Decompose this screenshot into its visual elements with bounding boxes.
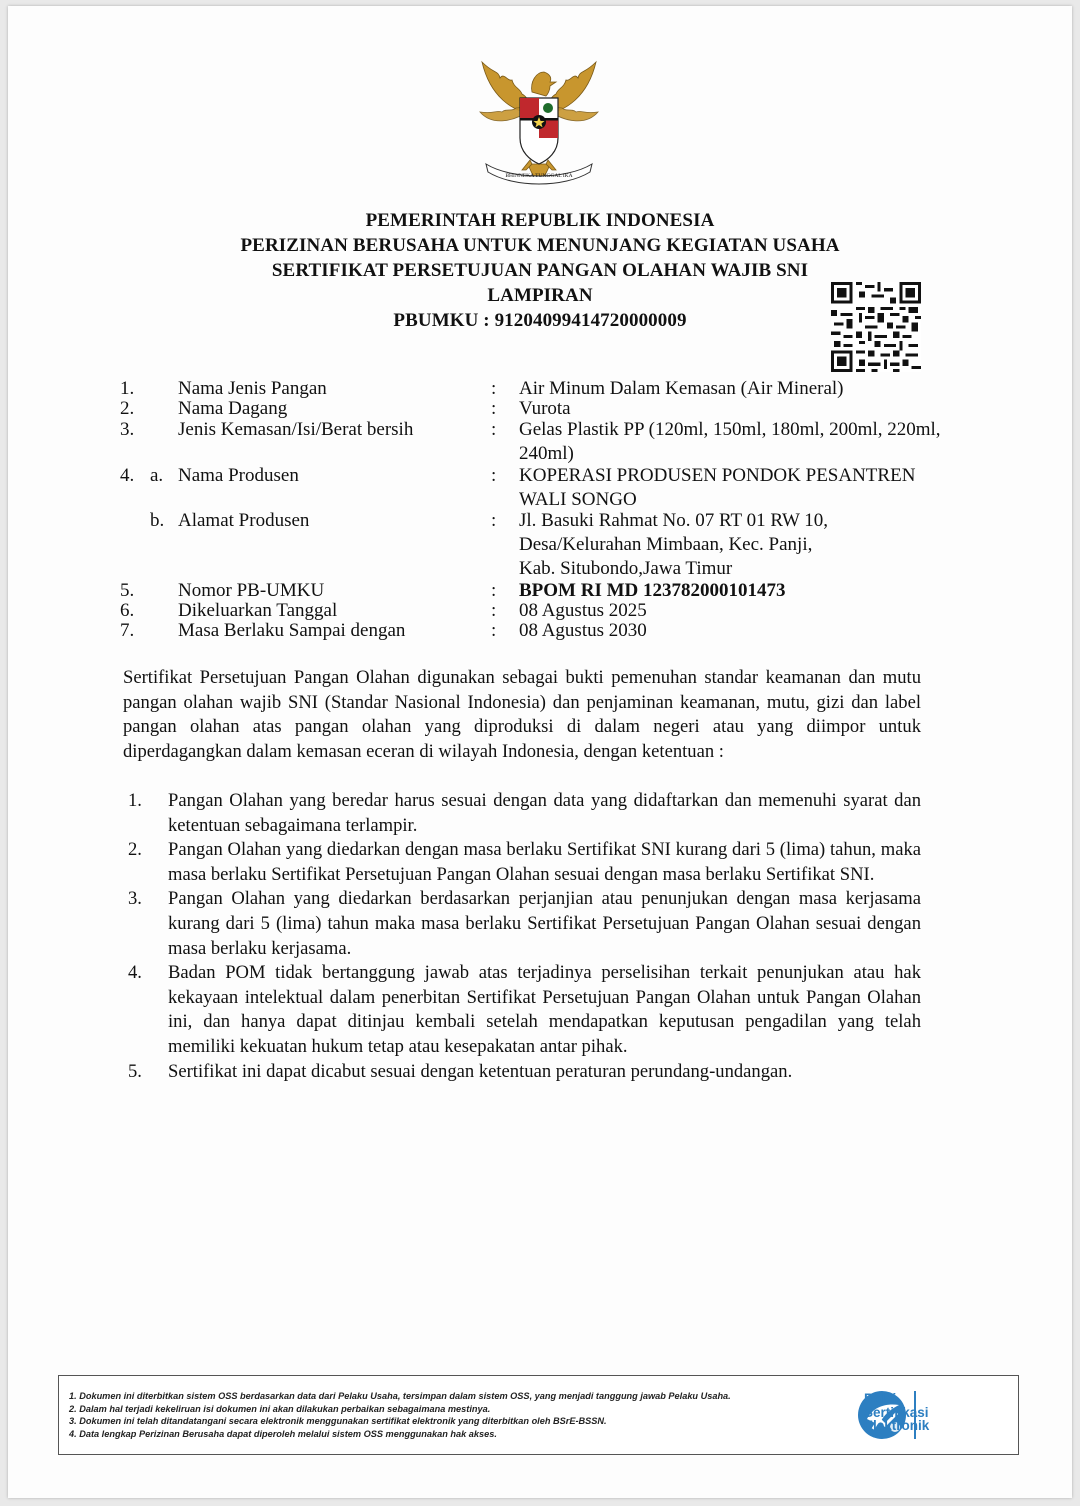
list-item-text: Badan POM tidak bertanggung jawab atas terjadinya perselisihan terkait penunjukan atau hak kekayaan intelektual dalam penerbitan Sertifikat Persetujuan Pangan Olahan untuk Pangan Olahan ini, dan hanya dapat ditinjau kembali setelah mendapatkan keputusan pengadilan yang telah memiliki kekuatan hukum tetap atau kesepakatan antar pihak. — [168, 962, 921, 1057]
field-value: Gelas Plastik PP (120ml, 150ml, 180ml, 200ml, 220ml, 240ml) — [519, 419, 941, 464]
field-label: Nama Produsen — [178, 465, 299, 486]
field-label: Nomor PB-UMKU — [178, 580, 325, 601]
bsre-wordmark — [864, 1392, 929, 1433]
field-colon: : — [491, 580, 497, 601]
address-line-1: Jl. Basuki Rahmat No. 07 RT 01 RW 10, — [519, 510, 829, 531]
header-licensing: PERIZINAN BERUSAHA UNTUK MENUNJANG KEGIATAN USAHA — [240, 235, 840, 256]
bsre-line-1: Balai — [864, 1391, 897, 1406]
field-colon: : — [491, 620, 497, 641]
field-colon: : — [491, 465, 497, 486]
header-government: PEMERINTAH REPUBLIK INDONESIA — [365, 210, 715, 231]
address-line-2: Desa/Kelurahan Mimbaan, Kec. Panji, — [519, 534, 813, 555]
qr-code[interactable] — [830, 282, 922, 372]
field-label: Alamat Produsen — [178, 510, 310, 531]
field-sub-letter: b. — [150, 510, 165, 531]
field-number: 1. — [120, 378, 135, 399]
field-number: 3. — [120, 419, 135, 440]
provisions-list — [0, 789, 1080, 1084]
field-colon: : — [491, 419, 497, 440]
field-label: Nama Dagang — [178, 398, 288, 419]
list-item-text: Pangan Olahan yang beredar harus sesuai dengan data yang didaftarkan dan memenuhi syarat dan ketentuan sebagaimana terlampir. — [168, 790, 921, 836]
field-value: 08 Agustus 2030 — [519, 620, 647, 641]
intro-paragraph: Sertifikat Persetujuan Pangan Olahan digunakan sebagai bukti pemenuhan standar keamanan dan mutu pangan olahan wajib SNI (Standar Nasional Indonesia) dan penjaminan keamanan, mutu, gizi dan label pangan olahan atas pangan olahan yang diproduksi di dalam negeri atau yang diimpor untuk diperdagangkan dalam kemasan eceran di wilayah Indonesia, dengan ketentuan : — [123, 667, 921, 762]
list-item-number: 5. — [128, 1060, 142, 1082]
bsre-line-3: Elektronik — [864, 1418, 930, 1433]
field-colon: : — [491, 600, 497, 621]
field-label: Masa Berlaku Sampai dengan — [178, 620, 406, 641]
field-colon: : — [491, 510, 497, 531]
field-number: 5. — [120, 580, 135, 601]
field-value: BPOM RI MD 123782000101473 — [519, 580, 786, 601]
footer-note: 3. Dokumen ini telah ditandatangani secara elektronik menggunakan sertifikat elektronik yang diterbitkan oleh BSrE-BSSN. — [69, 1416, 607, 1427]
bsre-line-2: Sertifikasi — [864, 1404, 929, 1420]
address-line-3: Kab. Situbondo,Jawa Timur — [519, 558, 733, 579]
field-number: 2. — [120, 398, 135, 419]
field-number: 7. — [120, 620, 135, 641]
footer-notes — [69, 1390, 844, 1440]
list-item — [0, 887, 1080, 961]
field-value: Vurota — [519, 398, 571, 419]
field-value: 08 Agustus 2025 — [519, 600, 647, 621]
list-item — [0, 961, 1080, 1059]
footer-note: 4. Data lengkap Perizinan Berusaha dapat diperoleh melalui sistem OSS menggunakan hak akses. — [69, 1428, 497, 1439]
footer-note: 2. Dalam hal terjadi kekeliruan isi dokumen ini akan dilakukan perbaikan sebagaimana mestinya. — [69, 1403, 491, 1414]
field-value — [519, 509, 969, 581]
field-number: 4. — [120, 465, 135, 486]
field-label: Dikeluarkan Tanggal — [178, 600, 338, 621]
list-item — [0, 789, 1080, 838]
footer-note: 1. Dokumen ini diterbitkan sistem OSS berdasarkan data dari Pelaku Usaha, tersimpan dalam sistem OSS, yang menjadi tanggung jawab Pelaku Usaha. — [69, 1391, 731, 1401]
header-attachment: LAMPIRAN — [487, 285, 593, 306]
field-sub-letter: a. — [150, 465, 164, 486]
field-colon: : — [491, 378, 497, 399]
list-item-text: Sertifikat ini dapat dicabut sesuai dengan ketentuan peraturan perundang-undangan. — [168, 1060, 793, 1082]
field-label: Nama Jenis Pangan — [178, 378, 327, 399]
list-item-text: Pangan Olahan yang diedarkan dengan masa berlaku Sertifikat SNI kurang dari 5 (lima) tahun, maka masa berlaku Sertifikat Persetujuan Pangan Olahan sesuai dengan masa berlaku Sertifikat SNI. — [168, 839, 921, 885]
garuda-pancasila-emblem — [472, 52, 606, 192]
emblem-motto: BHINNEKA TUNGGAL IKA — [505, 173, 573, 179]
list-item-number: 1. — [128, 790, 142, 811]
list-item — [0, 1060, 1080, 1085]
list-item — [0, 838, 1080, 887]
field-number: 6. — [120, 600, 135, 621]
header-pbumku-number: PBUMKU : 91204099414720000009 — [393, 310, 687, 331]
field-colon: : — [491, 398, 497, 419]
field-value: KOPERASI PRODUSEN PONDOK PESANTREN WALI SONGO — [519, 465, 916, 510]
list-item-number: 2. — [128, 839, 142, 861]
header-certificate-title: SERTIFIKAT PERSETUJUAN PANGAN OLAHAN WAJIB SNI — [271, 260, 809, 281]
list-item-text: Pangan Olahan yang diedarkan berdasarkan perjanjian atau penunjukan dengan masa kerjasama kurang dari 5 (lima) tahun maka masa berlaku Sertifikat Persetujuan Pangan Olahan sesuai dengan masa berlaku kerjasama. — [168, 888, 921, 959]
list-item-number: 4. — [128, 962, 142, 984]
field-value: Air Minum Dalam Kemasan (Air Mineral) — [519, 378, 844, 399]
field-label: Jenis Kemasan/Isi/Berat bersih — [178, 419, 414, 440]
list-item-number: 3. — [128, 888, 142, 910]
